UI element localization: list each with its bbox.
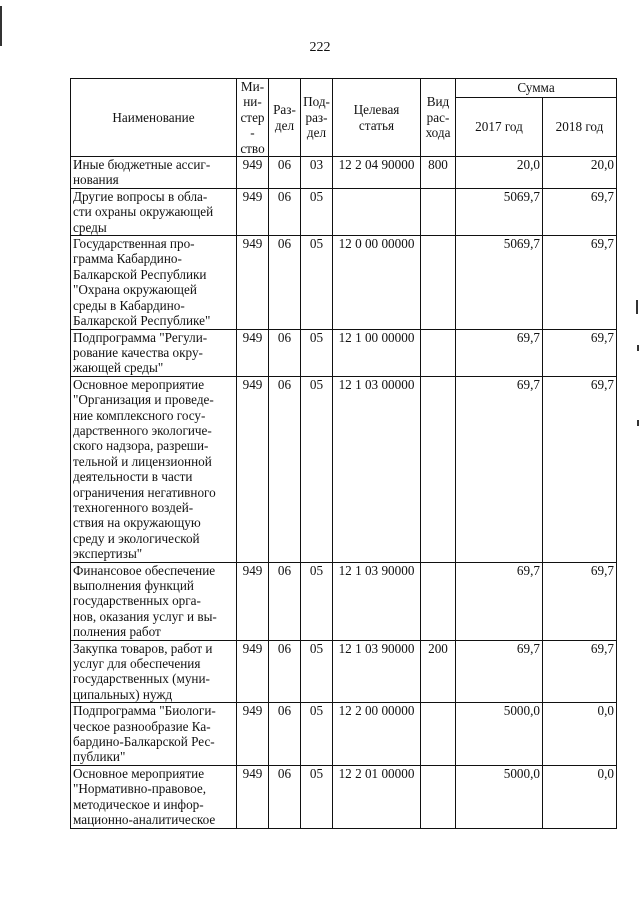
table-row [71,376,617,562]
table-row [71,157,617,189]
cell-sum-2017: 69,7 [456,376,543,562]
cell-name-line: ствия на окружающую [73,515,201,531]
cell-name-line: ского надзора, разреши- [73,438,209,454]
cell-sum-2018: 69,7 [543,236,617,329]
cell-name-line: жающей среды" [73,360,164,376]
cell-expense-type: 800 [421,157,456,189]
cell-name-line: услуг для обеспечения [73,656,201,672]
cell-name-line: сти охраны окружающей [73,204,214,220]
cell-target: 12 2 01 00000 [333,765,421,828]
cell-ministry: 949 [237,703,269,766]
cell-name [71,236,237,329]
cell-section: 06 [269,329,301,376]
cell-name [71,562,237,640]
cell-ministry: 949 [237,562,269,640]
cell-name-line: нов, оказания услуг и вы- [73,608,217,624]
cell-target: 12 2 00 00000 [333,703,421,766]
cell-name-line: Закупка товаров, работ и [73,640,213,656]
header-subsection: Под- раз- дел [301,79,333,157]
cell-name-line: "Охрана окружающей [73,282,197,298]
cell-sum-2017: 5069,7 [456,236,543,329]
table-row [71,329,617,376]
cell-name-line: ческое разнообразие Ка- [73,718,211,734]
cell-name-line: среду и экологической [73,530,200,546]
budget-table [70,78,617,829]
cell-name-line: Основное мероприятие [73,376,205,392]
cell-name-line: полнения работ [73,624,161,640]
cell-sum-2018: 69,7 [543,329,617,376]
cell-name [71,376,237,562]
cell-name-line: мационно-аналитическое [73,812,216,828]
cell-section: 06 [269,236,301,329]
cell-sum-2018: 69,7 [543,376,617,562]
cell-name-line: Подпрограмма "Биологи- [73,703,216,719]
cell-target: 12 1 03 90000 [333,640,421,703]
cell-expense-type [421,236,456,329]
cell-name-line: выполнения функций [73,578,194,593]
cell-section: 06 [269,157,301,189]
cell-name-line: грамма Кабардино- [73,251,182,267]
cell-ministry: 949 [237,765,269,828]
cell-sum-2017: 5000,0 [456,765,543,828]
cell-name-line: Иные бюджетные ассиг- [73,157,211,173]
cell-subsection: 05 [301,640,333,703]
cell-name-line: государственных (муни- [73,671,210,687]
cell-ministry: 949 [237,188,269,235]
cell-ministry: 949 [237,157,269,189]
cell-name [71,329,237,376]
cell-subsection: 05 [301,329,333,376]
cell-name-line: ограничения негативного [73,484,216,500]
cell-subsection: 05 [301,188,333,235]
cell-sum-2017: 69,7 [456,329,543,376]
cell-name-line: публики" [73,749,126,765]
cell-ministry: 949 [237,329,269,376]
scan-mark-right-1 [636,300,638,314]
cell-section: 06 [269,188,301,235]
cell-name-line: Основное мероприятие [73,765,205,781]
cell-name-line: среды [73,219,107,235]
cell-subsection: 03 [301,157,333,189]
cell-name-line: ципальных) нужд [73,686,173,702]
cell-name-line: техногенного воздей- [73,499,194,515]
cell-section: 06 [269,376,301,562]
header-target: Целевая статья [333,79,421,157]
cell-sum-2018: 69,7 [543,188,617,235]
cell-expense-type [421,188,456,235]
header-name: Наименование [71,79,237,157]
cell-sum-2018: 69,7 [543,640,617,703]
cell-target: 12 0 00 00000 [333,236,421,329]
header-sum: Сумма [456,79,617,98]
cell-name-line: "Нормативно-правовое, [73,781,207,797]
cell-sum-2017: 20,0 [456,157,543,189]
cell-expense-type [421,765,456,828]
cell-sum-2018: 0,0 [543,765,617,828]
cell-name-line: тельной и лицензионной [73,453,212,469]
cell-name-line: бардино-Балкарской Рес- [73,734,215,750]
cell-name [71,188,237,235]
scan-mark-right-2 [637,345,639,351]
cell-name-line: экспертизы" [73,546,143,562]
cell-target: 12 2 04 90000 [333,157,421,189]
cell-sum-2017: 69,7 [456,640,543,703]
cell-name-line: Подпрограмма "Регули- [73,329,208,345]
cell-section: 06 [269,562,301,640]
cell-name-line: нования [73,172,119,188]
table-row [71,765,617,828]
cell-expense-type [421,329,456,376]
cell-name-line: Государственная про- [73,236,195,252]
cell-name [71,157,237,189]
cell-section: 06 [269,765,301,828]
header-year-2017: 2017 год [456,98,543,157]
cell-name [71,703,237,766]
cell-name-line: методическое и инфор- [73,796,204,812]
cell-ministry: 949 [237,236,269,329]
scan-mark-right-3 [637,420,639,426]
cell-target: 12 1 00 00000 [333,329,421,376]
cell-name-line: Балкарской Республике" [73,313,211,329]
cell-sum-2017: 5069,7 [456,188,543,235]
cell-subsection: 05 [301,765,333,828]
cell-name-line: государственных орга- [73,593,201,609]
cell-target [333,188,421,235]
header-section: Раз- дел [269,79,301,157]
header-year-2018: 2018 год [543,98,617,157]
table-row [71,188,617,235]
cell-section: 06 [269,703,301,766]
table-row [71,703,617,766]
cell-name-line: среды в Кабардино- [73,297,185,313]
cell-expense-type [421,376,456,562]
cell-sum-2018: 69,7 [543,562,617,640]
cell-name-line: деятельности в части [73,469,193,485]
cell-subsection: 05 [301,236,333,329]
cell-expense-type [421,703,456,766]
cell-subsection: 05 [301,376,333,562]
header-expense-type: Вид рас- хода [421,79,456,157]
page-number: 222 [309,40,331,55]
cell-sum-2017: 69,7 [456,562,543,640]
cell-expense-type: 200 [421,640,456,703]
cell-name-line: ние комплексного госу- [73,407,206,423]
cell-expense-type [421,562,456,640]
cell-subsection: 05 [301,562,333,640]
table-body [71,157,617,828]
cell-name [71,640,237,703]
table-row [71,236,617,329]
cell-name-line: "Организация и проведе- [73,392,214,408]
cell-target: 12 1 03 90000 [333,562,421,640]
cell-name-line: Другие вопросы в обла- [73,188,208,204]
cell-name-line: дарственного экологиче- [73,422,212,438]
cell-sum-2017: 5000,0 [456,703,543,766]
table-row [71,562,617,640]
cell-name-line: Балкарской Республики [73,266,207,282]
header-ministry: Ми- ни- стер- ство [237,79,269,157]
cell-name-line: Финансовое обеспечение [73,562,216,578]
cell-name [71,765,237,828]
table-header [71,79,617,157]
cell-section: 06 [269,640,301,703]
cell-sum-2018: 0,0 [543,703,617,766]
cell-subsection: 05 [301,703,333,766]
cell-ministry: 949 [237,376,269,562]
table-row [71,640,617,703]
cell-ministry: 949 [237,640,269,703]
cell-sum-2018: 20,0 [543,157,617,189]
cell-name-line: рование качества окру- [73,344,203,360]
cell-target: 12 1 03 00000 [333,376,421,562]
